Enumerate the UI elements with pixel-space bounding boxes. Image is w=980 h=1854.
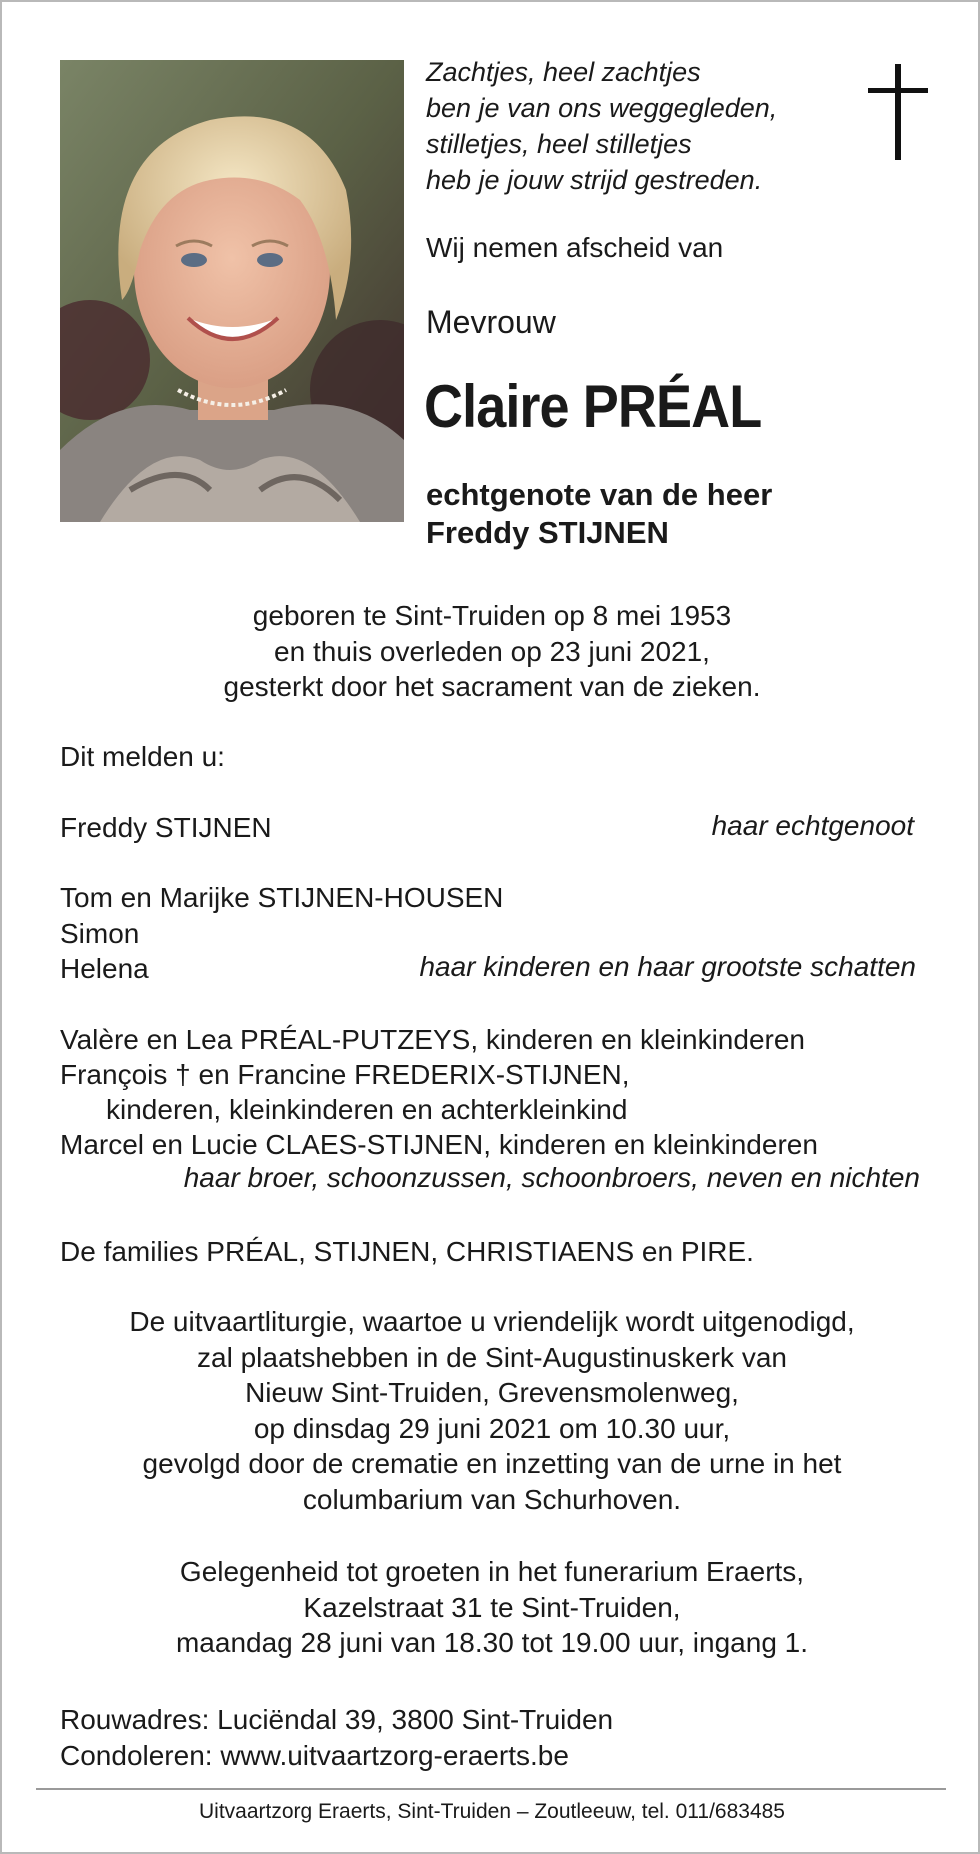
- spouse-line: echtgenote van de heer: [426, 477, 773, 512]
- liturgy-info: [42, 1304, 942, 1517]
- footer-text: Uitvaartzorg Eraerts, Sint-Truiden – Zoutleeuw, tel. 011/683485: [199, 1800, 785, 1823]
- poem-line: stilletjes, heel stilletjes: [426, 129, 692, 159]
- poem-line: heb je jouw strijd gestreden.: [426, 165, 763, 195]
- birth-line: gesterkt door het sacrament van de zieken.: [223, 671, 761, 702]
- family-heading: Dit melden u:: [60, 741, 225, 772]
- honorific: Mevrouw: [426, 304, 556, 340]
- children-role: haar kinderen en haar grootste schatten: [419, 951, 916, 982]
- birth-line: en thuis overleden op 23 juni 2021,: [274, 635, 710, 667]
- spouse-role: haar echtgenoot: [711, 810, 914, 841]
- deceased-name: Claire PRÉAL: [424, 373, 762, 440]
- child-entry: Helena: [60, 953, 149, 984]
- mourning-address: Rouwadres: Luciëndal 39, 3800 Sint-Truiden: [60, 1704, 614, 1735]
- condolence-website[interactable]: Condoleren: www.uitvaartzorg-eraerts.be: [60, 1740, 569, 1771]
- birth-death-info: [42, 598, 942, 705]
- visitation-line: Kazelstraat 31 te Sint-Truiden,: [303, 1591, 681, 1623]
- footer-divider: [36, 1788, 946, 1790]
- visitation-info: [42, 1554, 942, 1661]
- sibling-entry: Marcel en Lucie CLAES-STIJNEN, kinderen en kleinkinderen: [60, 1129, 818, 1160]
- spouse-block: [426, 476, 772, 552]
- poem-line: Zachtjes, heel zachtjes: [426, 57, 701, 87]
- liturgy-line: De uitvaartliturgie, waartoe u vriendelijk wordt uitgenodigd,: [129, 1306, 855, 1337]
- liturgy-line: op dinsdag 29 juni 2021 om 10.30 uur,: [253, 1412, 731, 1444]
- birth-line: geboren te Sint-Truiden op 8 mei 1953: [252, 600, 732, 631]
- visitation-line: Gelegenheid tot groeten in het funerarium Eraerts,: [179, 1556, 805, 1587]
- child-entry: Tom en Marijke STIJNEN-HOUSEN: [60, 882, 504, 913]
- spouse-line: Freddy STIJNEN: [426, 515, 669, 550]
- cross-icon: [868, 64, 928, 160]
- poem-line: ben je van ons weggegleden,: [426, 93, 778, 123]
- poem: [426, 54, 856, 198]
- liturgy-line: zal plaatshebben in de Sint-Augustinuskerk van: [197, 1341, 787, 1373]
- portrait-photo: [60, 60, 404, 522]
- siblings-role: haar broer, schoonzussen, schoonbroers, neven en nichten: [183, 1162, 920, 1193]
- liturgy-line: gevolgd door de crematie en inzetting van de urne in het: [142, 1448, 842, 1479]
- sibling-entry: kinderen, kleinkinderen en achterkleinkind: [106, 1094, 628, 1125]
- child-entry: Simon: [60, 918, 140, 949]
- families-line: De families PRÉAL, STIJNEN, CHRISTIAENS en PIRE.: [60, 1236, 754, 1267]
- liturgy-line: columbarium van Schurhoven.: [302, 1483, 682, 1515]
- visitation-line: maandag 28 juni van 18.30 tot 19.00 uur, ingang 1.: [175, 1627, 809, 1658]
- spouse-name: Freddy STIJNEN: [60, 812, 272, 843]
- sibling-entry: François † en Francine FREDERIX-STIJNEN,: [60, 1059, 630, 1090]
- liturgy-line: Nieuw Sint-Truiden, Grevensmolenweg,: [245, 1377, 739, 1408]
- sibling-entry: Valère en Lea PRÉAL-PUTZEYS, kinderen en kleinkinderen: [60, 1024, 805, 1055]
- intro-text: Wij nemen afscheid van: [426, 232, 724, 263]
